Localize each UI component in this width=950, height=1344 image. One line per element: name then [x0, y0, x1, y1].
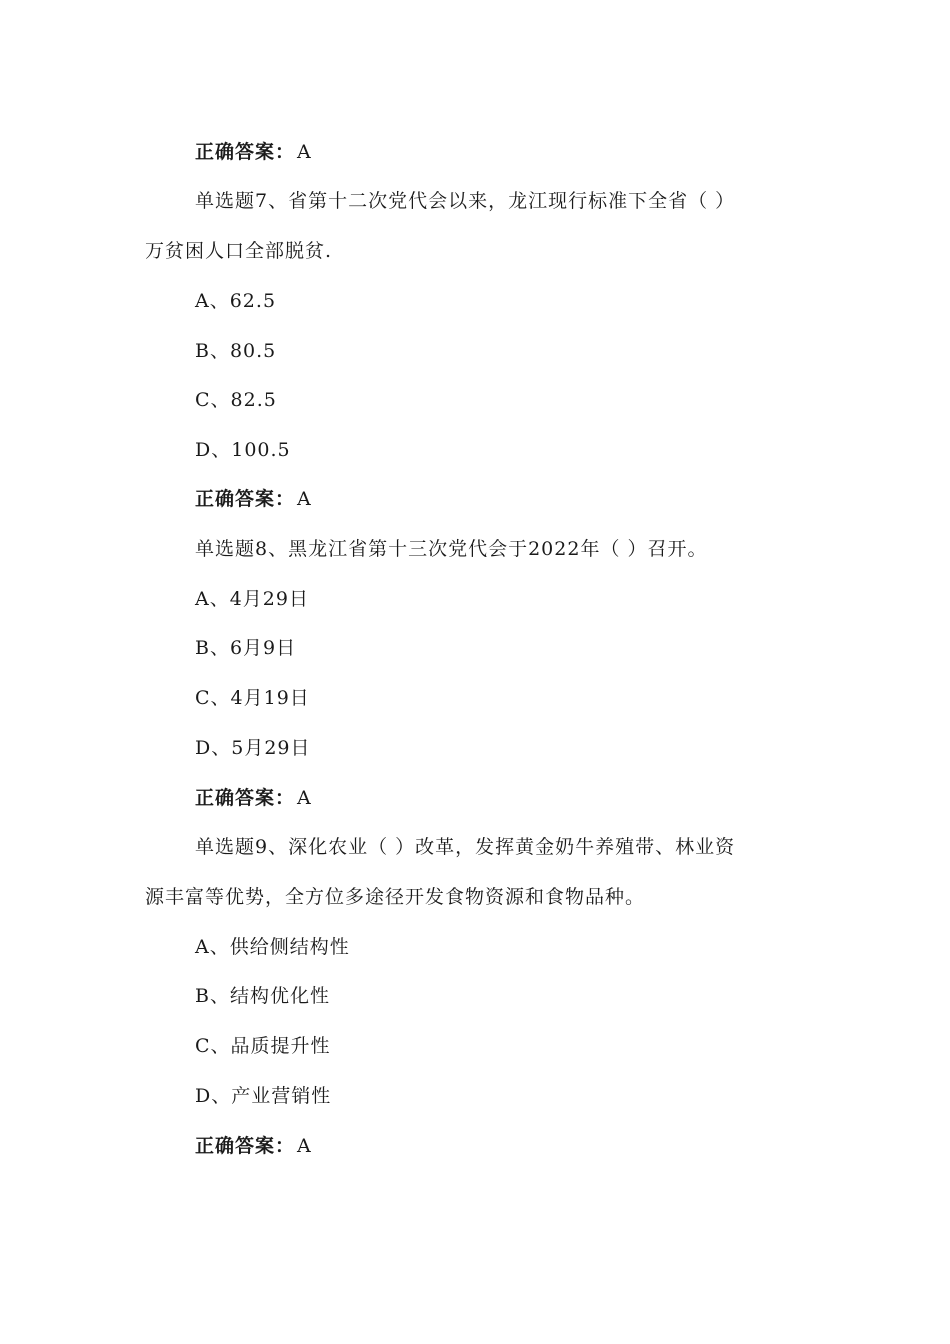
answer-value: A: [297, 141, 312, 163]
question-7-option-d: D、100.5: [195, 439, 291, 461]
question-7-text: 单选题7、省第十二次党代会以来，龙江现行标准下全省（ ）: [195, 190, 736, 212]
question-9-text: 单选题9、深化农业（ ）改革，发挥黄金奶牛养殖带、林业资: [195, 836, 736, 858]
answer-line: [195, 486, 312, 512]
question-9-option-d: D、产业营销性: [195, 1085, 332, 1107]
question-9-option-c: C、品质提升性: [195, 1035, 331, 1057]
answer-line: [195, 139, 312, 165]
question-9-option-b: B、结构优化性: [195, 985, 330, 1007]
question-7-text-cont: 万贫困人口全部脱贫.: [145, 240, 333, 262]
question-8-option-d: D、5月29日: [195, 737, 311, 759]
question-8-option-b: B、6月9日: [195, 637, 297, 659]
answer-label: 正确答案：: [195, 1135, 296, 1157]
question-7-option-c: C、82.5: [195, 389, 277, 411]
answer-value: A: [297, 787, 312, 809]
question-9-option-a: A、供给侧结构性: [195, 936, 350, 958]
answer-line: [195, 785, 312, 811]
question-7-option-a: A、62.5: [195, 290, 277, 312]
question-8-option-c: C、4月19日: [195, 687, 310, 709]
answer-value: A: [297, 1135, 312, 1157]
question-9-text-cont: 源丰富等优势，全方位多途径开发食物资源和食物品种。: [145, 886, 646, 908]
question-8-text: 单选题8、黑龙江省第十三次党代会于2022年（ ）召开。: [195, 538, 708, 560]
answer-label: 正确答案：: [195, 787, 296, 809]
answer-value: A: [297, 488, 312, 510]
question-8-option-a: A、4月29日: [195, 588, 309, 610]
question-7-option-b: B、80.5: [195, 340, 277, 362]
answer-label: 正确答案：: [195, 488, 296, 510]
answer-label: 正确答案：: [195, 141, 296, 163]
answer-line: [195, 1133, 312, 1159]
